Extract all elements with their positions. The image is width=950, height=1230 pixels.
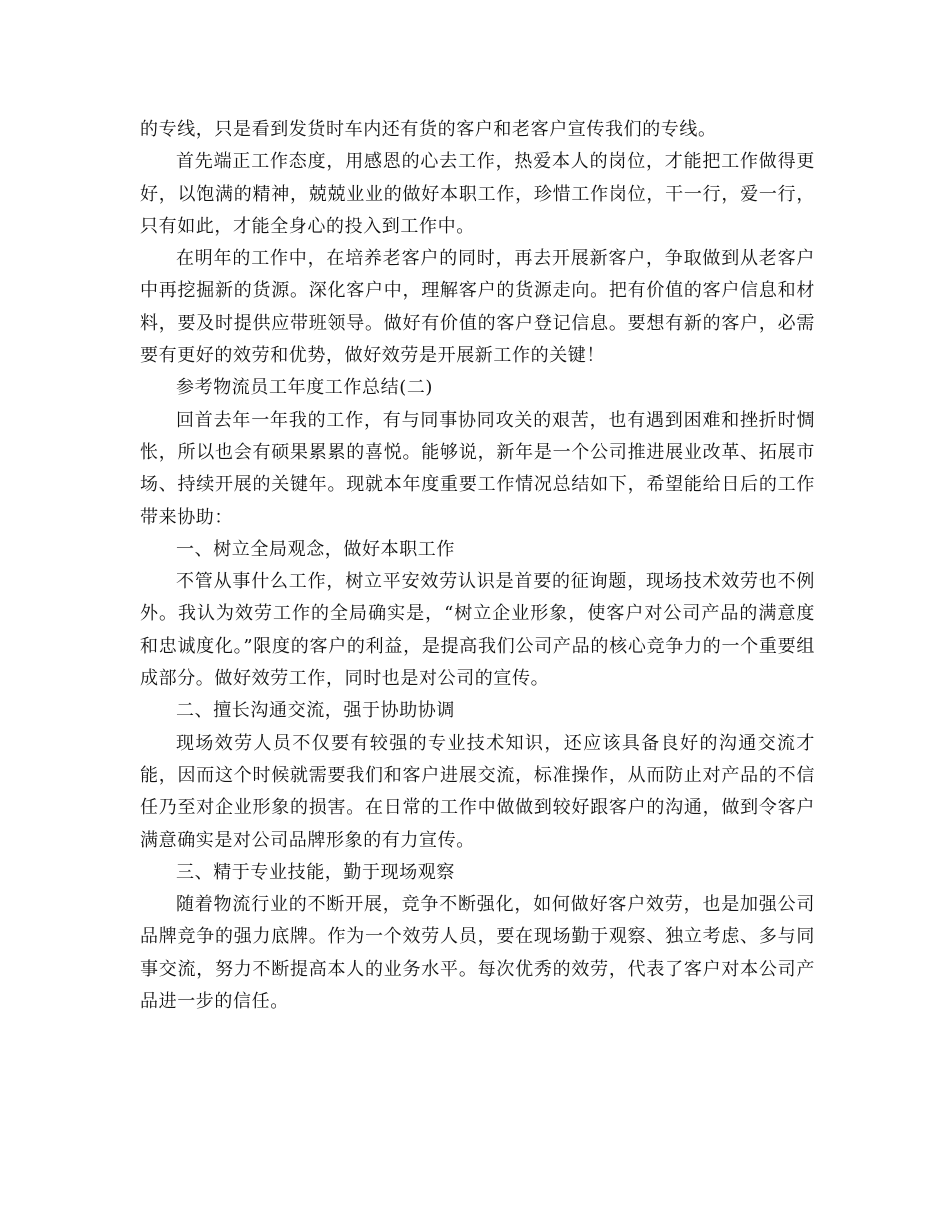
paragraph-communication: 现场效劳人员不仅要有较强的专业技术知识，还应该具备良好的沟通交流才能，因而这个时候就需要我们和客户进展交流，标准操作，从而防止对产品的不信任乃至对企业形象的损害。在日常的工作中做做到较好跟客户的沟通，做到令客户满意确实是对公司品牌形象的有力宣传。: [140, 732, 815, 851]
heading-three: 三、精于专业技能，勤于现场观察: [176, 861, 455, 883]
paragraph-review: 回首去年一年我的工作，有与同事协同攻关的艰苦，也有遇到困难和挫折时惆怅，所以也会有硕果累累的喜悦。能够说，新年是一个公司推进展业改革、拓展市场、持续开展的关键年。现就本年度重要工作情况总结如下，希望能给日后的工作带来协助：: [140, 409, 815, 528]
document-body: [140, 114, 815, 1018]
paragraph-professional-skills: 随着物流行业的不断开展，竞争不断强化，如何做好客户效劳，也是加强公司品牌竞争的强力底牌。作为一个效劳人员，要在现场勤于观察、独立考虑、多与同事交流，努力不断提高本人的业务水平。每次优秀的效劳，代表了客户对本公司产品进一步的信任。: [140, 894, 815, 1013]
paragraph-next-year-plan: 在明年的工作中，在培养老客户的同时，再去开展新客户，争取做到从老客户中再挖掘新的货源。深化客户中，理解客户的货源走向。把有价值的客户信息和材料，要及时提供应带班领导。做好有价值的客户登记信息。要想有新的客户，必需要有更好的效劳和优势，做好效劳是开展新工作的关键！: [140, 248, 815, 367]
heading-one: 一、树立全局观念，做好本职工作: [176, 538, 455, 560]
heading-two: 二、擅长沟通交流，强于协助协调: [176, 700, 455, 722]
paragraph-work-attitude: 首先端正工作态度，用感恩的心去工作，热爱本人的岗位，才能把工作做得更好，以饱满的精神，兢兢业业的做好本职工作，珍惜工作岗位，干一行，爱一行，只有如此，才能全身心的投入到工作中。: [140, 151, 815, 237]
paragraph-service-awareness: 不管从事什么工作，树立平安效劳认识是首要的征询题，现场技术效劳也不例外。我认为效劳工作的全局确实是，“树立企业形象，使客户对公司产品的满意度和忠诚度化。”限度的客户的利益，是提高我们公司产品的核心竞争力的一个重要组成部分。做好效劳工作，同时也是对公司的宣传。: [140, 571, 815, 690]
paragraph-continuation: 的专线，只是看到发货时车内还有货的客户和老客户宣传我们的专线。: [140, 119, 717, 140]
section-title: 参考物流员工年度工作总结(二): [176, 377, 434, 399]
